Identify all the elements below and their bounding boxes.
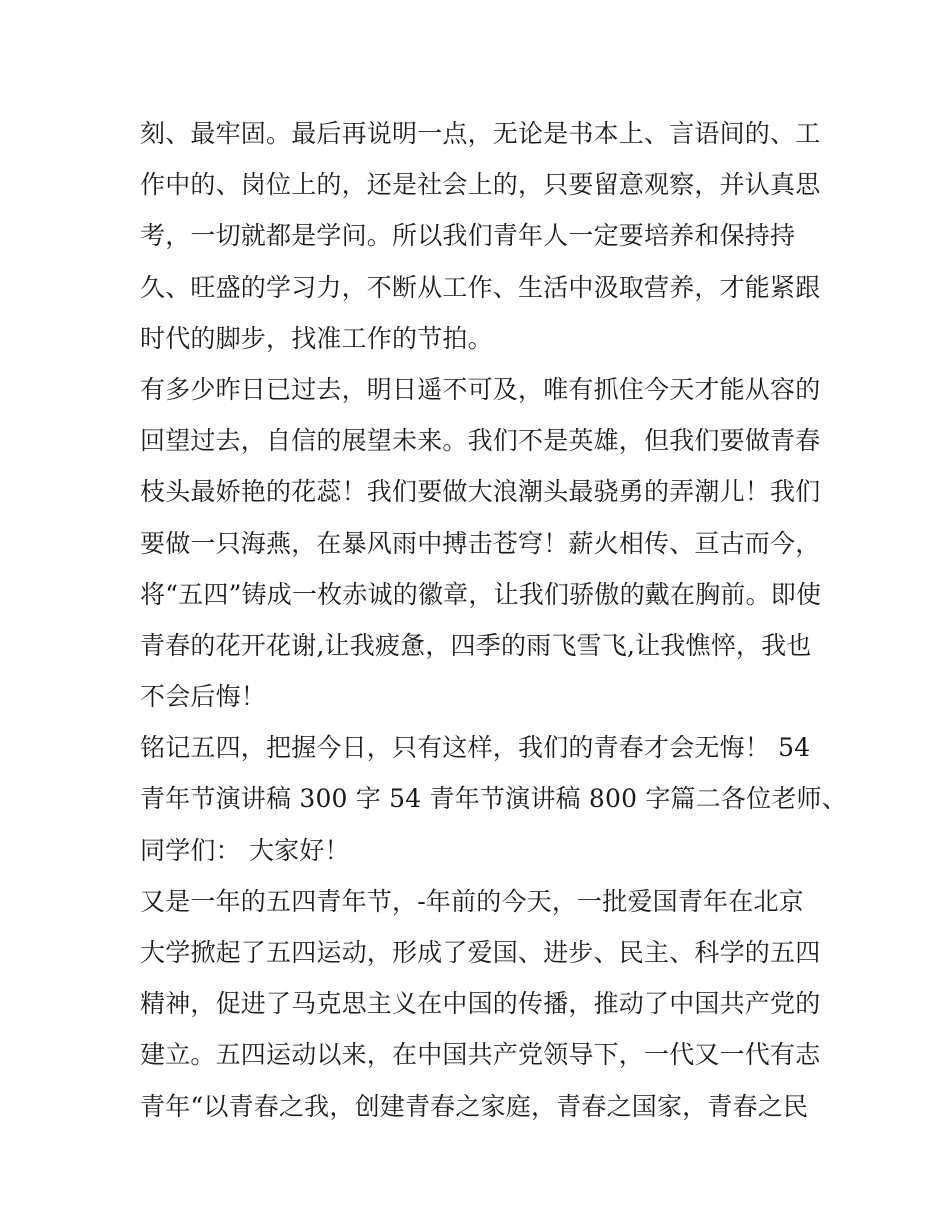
text-line: 青春的花开花谢,让我疲惫，四季的雨飞雪飞,让我憔悴，我也 (140, 630, 812, 660)
text-line: 作中的、岗位上的，还是社会上的，只要留意观察，并认真思 (140, 170, 821, 200)
text-line: 同学们： 大家好！ (140, 835, 350, 865)
text-line: 青年“以青春之我，创建青春之家庭，青春之国家，青春之民 (140, 1091, 809, 1121)
text-line: 久、旺盛的学习力，不断从工作、生活中汲取营养，才能紧跟 (140, 272, 821, 302)
text-line: 回望过去，自信的展望未来。我们不是英雄，但我们要做青春 (140, 426, 821, 456)
text-line: 有多少昨日已过去，明日遥不可及，唯有抓住今天才能从容的 (140, 374, 821, 404)
text-line: 要做一只海燕，在暴风雨中搏击苍穹！薪火相传、亘古而今， (140, 528, 821, 558)
text-line: 大学掀起了五四运动，形成了爱国、进步、民主、科学的五四 (140, 938, 821, 967)
text-line: 枝头最娇艳的花蕊！我们要做大浪潮头最骁勇的弄潮儿！我们 (140, 477, 821, 507)
text-line: 刻、最牢固。最后再说明一点，无论是书本上、言语间的、工 (140, 119, 821, 148)
text-line: 精神，促进了马克思主义在中国的传播，推动了中国共产党的 (140, 989, 821, 1019)
text-line: 建立。五四运动以来，在中国共产党领导下，一代又一代有志 (140, 1040, 821, 1070)
text-line: 时代的脚步，找准工作的节拍。 (140, 323, 493, 353)
text-line: 将“五四”铸成一枚赤诚的徽章，让我们骄傲的戴在胸前。即使 (140, 579, 822, 609)
text-line: 又是一年的五四青年节，-年前的今天，一批爱国青年在北京 (140, 886, 804, 916)
body-text (140, 108, 847, 1132)
text-line: 考，一切就都是学问。所以我们青年人一定要培养和保持持 (140, 221, 796, 251)
text-line: 不会后悔！ (140, 682, 267, 712)
text-line: 铭记五四，把握今日，只有这样，我们的青春才会无悔！ 54 (140, 733, 811, 763)
text-line: 青年节演讲稿 300 字 54 青年节演讲稿 800 字篇二各位老师、 (140, 784, 847, 814)
